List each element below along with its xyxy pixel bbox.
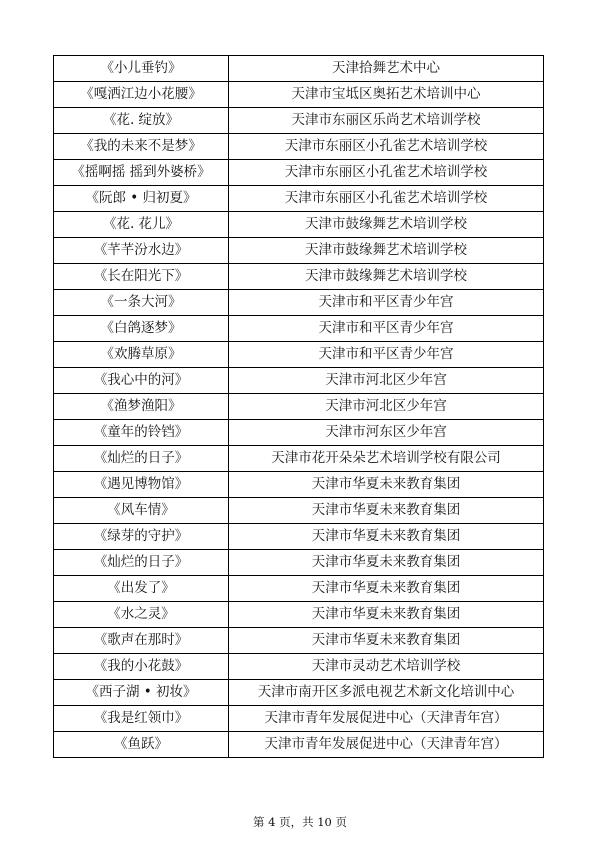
organization-cell: 天津市青年发展促进中心（天津青年宫） <box>229 706 544 732</box>
organization-cell: 天津市东丽区乐尚艺术培训学校 <box>229 108 544 134</box>
program-title-cell: 《花. 绽放》 <box>54 108 229 134</box>
table-row <box>54 498 544 524</box>
program-title-cell: 《嘎洒江边小花腰》 <box>54 82 229 108</box>
organization-cell: 天津市花开朵朵艺术培训学校有限公司 <box>229 446 544 472</box>
table-row <box>54 290 544 316</box>
table-row <box>54 680 544 706</box>
table-row <box>54 420 544 446</box>
program-title-cell: 《渔梦渔阳》 <box>54 394 229 420</box>
organization-cell: 天津市灵动艺术培训学校 <box>229 654 544 680</box>
organization-cell: 天津市河北区少年宫 <box>229 394 544 420</box>
table-row <box>54 524 544 550</box>
table-row <box>54 602 544 628</box>
organization-cell: 天津市鼓缘舞艺术培训学校 <box>229 212 544 238</box>
table-row <box>54 264 544 290</box>
table-row <box>54 394 544 420</box>
organization-cell: 天津市和平区青少年宫 <box>229 290 544 316</box>
page-footer: 第 4 页，共 10 页 <box>252 815 348 829</box>
entries-table-body <box>54 56 544 758</box>
table-row <box>54 238 544 264</box>
organization-cell: 天津市和平区青少年宫 <box>229 342 544 368</box>
program-title-cell: 《童年的铃铛》 <box>54 420 229 446</box>
organization-cell: 天津拾舞艺术中心 <box>229 56 544 82</box>
table-row <box>54 212 544 238</box>
table-row <box>54 576 544 602</box>
program-title-cell: 《灿烂的日子》 <box>54 446 229 472</box>
program-title-cell: 《欢腾草原》 <box>54 342 229 368</box>
organization-cell: 天津市东丽区小孔雀艺术培训学校 <box>229 134 544 160</box>
organization-cell: 天津市东丽区小孔雀艺术培训学校 <box>229 186 544 212</box>
program-title-cell: 《阮郎 • 归初夏》 <box>54 186 229 212</box>
organization-cell: 天津市河北区少年宫 <box>229 368 544 394</box>
organization-cell: 天津市华夏未来教育集团 <box>229 550 544 576</box>
organization-cell: 天津市华夏未来教育集团 <box>229 576 544 602</box>
program-title-cell: 《遇见博物馆》 <box>54 472 229 498</box>
table-row <box>54 56 544 82</box>
organization-cell: 天津市鼓缘舞艺术培训学校 <box>229 238 544 264</box>
table-row <box>54 628 544 654</box>
organization-cell: 天津市南开区多派电视艺术新文化培训中心 <box>229 680 544 706</box>
program-title-cell: 《绿芽的守护》 <box>54 524 229 550</box>
program-title-cell: 《我是红领巾》 <box>54 706 229 732</box>
program-title-cell: 《鱼跃》 <box>54 732 229 758</box>
organization-cell: 天津市华夏未来教育集团 <box>229 602 544 628</box>
table-row <box>54 82 544 108</box>
program-title-cell: 《风车情》 <box>54 498 229 524</box>
table-row <box>54 160 544 186</box>
table-row <box>54 706 544 732</box>
organization-cell: 天津市东丽区小孔雀艺术培训学校 <box>229 160 544 186</box>
program-title-cell: 《花. 花儿》 <box>54 212 229 238</box>
program-title-cell: 《一条大河》 <box>54 290 229 316</box>
organization-cell: 天津市和平区青少年宫 <box>229 316 544 342</box>
table-row <box>54 446 544 472</box>
program-title-cell: 《出发了》 <box>54 576 229 602</box>
table-row <box>54 316 544 342</box>
program-title-cell: 《水之灵》 <box>54 602 229 628</box>
organization-cell: 天津市河东区少年宫 <box>229 420 544 446</box>
table-row <box>54 472 544 498</box>
table-row <box>54 654 544 680</box>
table-row <box>54 186 544 212</box>
program-title-cell: 《摇啊摇 摇到外婆桥》 <box>54 160 229 186</box>
program-title-cell: 《我心中的河》 <box>54 368 229 394</box>
organization-cell: 天津市华夏未来教育集团 <box>229 472 544 498</box>
organization-cell: 天津市宝坻区奥拓艺术培训中心 <box>229 82 544 108</box>
program-title-cell: 《芊芊汾水边》 <box>54 238 229 264</box>
program-title-cell: 《长在阳光下》 <box>54 264 229 290</box>
program-title-cell: 《小儿垂钓》 <box>54 56 229 82</box>
organization-cell: 天津市华夏未来教育集团 <box>229 628 544 654</box>
table-row <box>54 134 544 160</box>
program-title-cell: 《西子湖 • 初妆》 <box>54 680 229 706</box>
table-row <box>54 342 544 368</box>
program-title-cell: 《白鸽逐梦》 <box>54 316 229 342</box>
organization-cell: 天津市鼓缘舞艺术培训学校 <box>229 264 544 290</box>
table-row <box>54 732 544 758</box>
organization-cell: 天津市华夏未来教育集团 <box>229 498 544 524</box>
table-row <box>54 550 544 576</box>
organization-cell: 天津市华夏未来教育集团 <box>229 524 544 550</box>
program-title-cell: 《我的小花鼓》 <box>54 654 229 680</box>
table-row <box>54 368 544 394</box>
table-row <box>54 108 544 134</box>
entries-table <box>53 55 544 758</box>
program-title-cell: 《歌声在那时》 <box>54 628 229 654</box>
program-title-cell: 《我的未来不是梦》 <box>54 134 229 160</box>
program-title-cell: 《灿烂的日子》 <box>54 550 229 576</box>
organization-cell: 天津市青年发展促进中心（天津青年宫） <box>229 732 544 758</box>
